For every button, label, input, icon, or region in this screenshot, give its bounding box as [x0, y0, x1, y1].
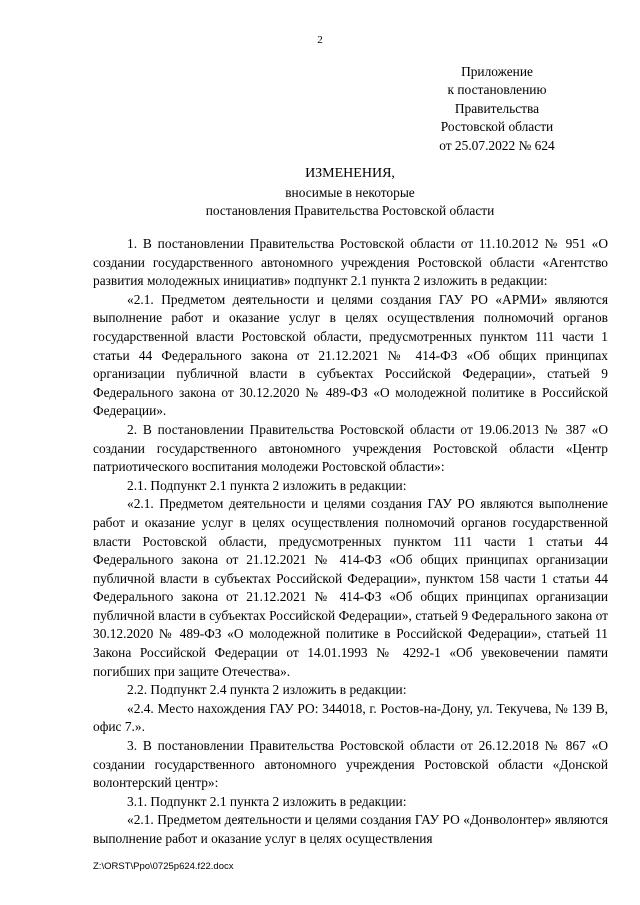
paragraph: 2. В постановлении Правительства Ростовской области от 19.06.2013 № 387 «О создании государственного автономного учреждения Ростовской области «Центр патриотического воспитания молодежи Ростовской области»:	[93, 421, 608, 475]
page-number: 2	[317, 34, 323, 46]
paragraph: 2.1. Подпункт 2.1 пункта 2 изложить в редакции:	[127, 477, 407, 493]
appendix-line: от 25.07.2022 № 624	[439, 137, 555, 153]
document-body	[93, 235, 608, 849]
appendix-line: Правительства	[454, 100, 540, 116]
title-main: ИЗМЕНЕНИЯ,	[305, 166, 395, 181]
document-title	[60, 165, 640, 221]
appendix-line: к постановлению	[447, 82, 547, 98]
paragraph: «2.4. Место нахождения ГАУ РО: 344018, г. Ростов-на-Дону, ул. Текучева, № 139 В, офис 7.».	[93, 700, 608, 735]
paragraph: «2.1. Предметом деятельности и целями создания ГАУ РО «Донволонтер» являются выполнение работ и оказание услуг в целях осуществления	[93, 812, 608, 846]
appendix-line: Ростовской области	[440, 119, 554, 135]
title-sub: постановления Правительства Ростовской области	[205, 203, 495, 219]
paragraph: 2.2. Подпункт 2.4 пункта 2 изложить в редакции:	[127, 682, 407, 698]
appendix-line: Приложение	[461, 64, 533, 79]
appendix-header	[412, 63, 582, 155]
paragraph: «2.1. Предметом деятельности и целями создания ГАУ РО «АРМИ» являются выполнение работ и оказание услуг в целях осуществления полномочий органов государственной власти Ростовской области, предусмотренных пунктом 111 части 1 статьи 44 Федерального закона от 21.12.2021 № 414-ФЗ «Об общих принципах организации публичной власти в субъектах Российской Федерации», статьей 9 Федерального закона от 30.12.2020 № 489-ФЗ «О молодежной политике в Российской Федерации».	[93, 291, 608, 419]
footer-file-path: Z:\ORST\Ppo\0725p624.f22.docx	[93, 861, 234, 872]
paragraph: 1. В постановлении Правительства Ростовской области от 11.10.2012 № 951 «О создании государственного автономного учреждения Ростовской области «Агентство развития молодежных инициатив» подпункт 2.1 пункта 2 изложить в редакции:	[93, 236, 608, 289]
paragraph: 3.1. Подпункт 2.1 пункта 2 изложить в редакции:	[127, 793, 407, 809]
paragraph: «2.1. Предметом деятельности и целями создания ГАУ РО являются выполнение работ и оказание услуг в целях осуществления полномочий органов государственной власти Ростовской области, предусмотренных пунктом 111 части 1 статьи 44 Федерального закона от 21.12.2021 № 414-ФЗ «Об общих принципах организации публичной власти в субъектах Российской Федерации», пунктом 158 части 1 статьи 44 Федерального закона от 21.12.2021 № 414-ФЗ «Об общих принципах организации публичной власти в субъектах Российской Федерации», статьей 9 Федерального закона от 30.12.2020 № 489-ФЗ «О молодежной политике в Российской Федерации», статьей 11 Закона Российской Федерации от 14.01.1993 № 4292-1 «Об увековечении памяти погибших при защите Отечества».	[93, 496, 608, 679]
title-sub: вносимые в некоторые	[285, 184, 415, 200]
paragraph: 3. В постановлении Правительства Ростовской области от 26.12.2018 № 867 «О создании государственного автономного учреждения Ростовской области «Донской волонтерский центр»:	[93, 738, 608, 791]
